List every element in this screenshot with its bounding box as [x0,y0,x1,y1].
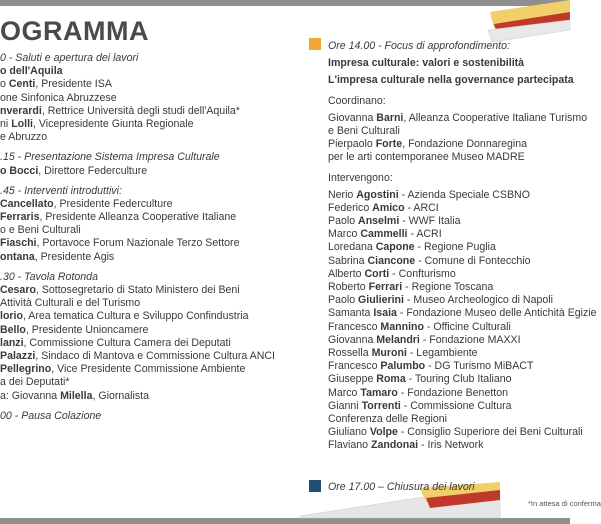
speaker-org: - Commissione Cultura [400,399,512,412]
speaker-role-cont: Attività Culturali e del Turismo [0,297,141,310]
speaker-role: , Commissione Cultura Camera dei Deputati [23,336,231,349]
speaker-role-cont: one Sinfonica Abruzzese [0,91,117,104]
speaker-org: - Regione Puglia [414,241,496,254]
speaker-role: , Sindaco di Mantova e Commissione Cultura ANCI [35,349,275,362]
speaker-line [0,251,275,264]
speaker-last: Forte [375,138,403,151]
speaker-last: Ciancone [367,254,416,267]
speaker-last: Milella [60,389,93,402]
speaker-last: Capone [375,241,415,254]
speaker-last: Centi [8,78,36,91]
confirmation-note: *In attesa di conferma [528,499,601,508]
speaker-role: , Giornalista [92,389,149,402]
speaker-org: - Fondazione Museo delle Antichità Egizie [396,307,597,320]
speaker-role: , Rettrice Università degli studi dell'Aquila* [41,104,240,117]
speaker-first: Paolo [328,294,359,307]
speaker-line [328,387,597,400]
speaker-line [328,255,597,268]
speaker-role: , Presidente Alleanza Cooperative Italiane [39,211,237,224]
speaker-last: Cammelli [360,228,408,241]
speaker-role-cont: e Abruzzo [0,131,48,144]
speaker-first: Francesco [328,320,381,333]
speaker-last: Palazzi [0,349,36,362]
speaker-last: Ferraris [0,211,40,224]
speaker-first: Flaviano [328,439,371,452]
morning-program [0,52,275,423]
speaker-first: Nerio [328,188,357,201]
speaker-org: - Azienda Speciale CSBNO [398,188,530,201]
speaker-line [0,310,275,323]
session-time: .30 - Tavola Rotonda [0,270,98,283]
session-time: 00 - Pausa Colazione [0,409,102,422]
speaker-last: lorio [0,310,23,323]
speaker-first: Giovanna [328,111,377,124]
speaker-role: , Fondazione Donnaregina [402,138,528,151]
speaker-last: o Bocci [0,164,39,177]
speaker-role: , Presidente ISA [35,78,112,91]
speaker-first: Federico [328,201,373,214]
speaker-line [0,211,275,224]
speaker-first: Rossella [328,346,372,359]
speaker-line [0,284,275,297]
speaker-line [328,294,597,307]
coordinator-line [328,138,597,151]
speaker-org: - Legambiente [406,346,478,359]
speaker-last: Mannino [380,320,424,333]
focus-topic: Impresa culturale: valori e sostenibilità [328,57,525,70]
speaker-line [328,321,597,334]
speaker-line [328,268,597,281]
speaker-last: Cesaro [0,284,36,296]
speaker-line [0,324,275,337]
speaker-last: Giulierini [358,294,404,307]
speaker-line [328,215,597,228]
speaker-line [328,426,597,439]
speaker-org: - Officine Culturali [423,320,511,333]
speaker-role: , Alleanza Cooperative Italiane Turismo [403,111,588,124]
speaker-last: Lolli [11,117,33,130]
speaker-first: Giuliano [328,426,370,439]
speaker-org: - Comune di Fontecchio [415,254,531,267]
speaker-org: - Iris Network [418,439,484,452]
speaker-org: - Confturismo [389,267,456,280]
speaker-last: Pellegrino [0,363,52,376]
speaker-role-cont: e Beni Culturali [328,124,400,137]
speaker-last: nverardi [0,104,42,117]
speaker-role: , Direttore Federculture [38,164,148,177]
orange-square-marker [309,38,321,50]
speaker-last: Volpe [369,426,398,439]
speaker-line [328,281,597,294]
speaker-line [328,241,597,254]
speaker-line [328,347,597,360]
speaker-role: , Sottosegretario di Stato Ministero dei Beni [35,284,240,296]
speaker-line [0,118,275,131]
speaker-first: Alberto [328,267,365,280]
speaker-list [328,189,597,413]
speaker-first: Roberto [328,281,369,293]
speaker-last: Corti [364,267,390,280]
session-time: .45 - Interventi introduttivi: [0,184,122,197]
speaker-last: Ferrari [368,281,403,293]
speaker-line [0,363,275,376]
speaker-org: - WWF Italia [399,215,461,228]
speaker-line [328,228,597,241]
speaker-last: Cancellato [0,197,54,210]
speaker-line [328,439,597,452]
speaker-last: Anselmi [358,215,400,228]
speaker-last: ontana [0,250,35,263]
speaker-last: Barni [376,111,404,124]
speaker-last: Amico [372,201,405,214]
speaker-first: Francesco [328,360,381,373]
speaker-org: - Fondazione Benetton [397,386,509,399]
speaker-last: Bello [0,323,26,336]
speaker-first: Samanta [328,307,374,320]
bottom-frame-bar [0,518,570,524]
speaker-line [328,373,597,386]
speaker-org: - DG Turismo MiBACT [425,360,534,373]
speaker-org: - Fondazione MAXXI [419,333,521,346]
speaker-role: , Vicepresidente Giunta Regionale [32,117,194,130]
speaker-first: o [0,78,9,91]
speaker-line [328,202,597,215]
speaker-role-cont: o e Beni Culturali [0,224,81,237]
coordinator-line [328,112,597,125]
navy-square-marker [309,480,321,492]
speaker-first: Marco [328,386,361,399]
speaker-line [0,198,275,211]
speaker-first: Paolo [328,215,359,228]
speaker-first: a: Giovanna [0,389,61,402]
speaker-line [0,78,275,91]
speaker-line [0,105,275,118]
coordinators-label: Coordinano: [328,94,386,107]
speaker-line [0,350,275,363]
speaker-role: , Vice Presidente Commissione Ambiente [51,363,246,376]
focus-topic: L'impresa culturale nella governance partecipata [328,74,574,87]
speaker-last: Zandonai [371,439,419,452]
session-time: .15 - Presentazione Sistema Impresa Culturale [0,151,220,164]
speaker-line [0,237,275,250]
speaker-line: o dell'Aquila [0,65,63,78]
speaker-last: Isaia [373,307,397,320]
speaker-first: Giovanna [328,333,377,346]
speaker-line [328,334,597,347]
speaker-first: Loredana [328,241,376,254]
speakers-label: Intervengono: [328,171,393,184]
speaker-org: - ACRI [407,228,442,241]
speaker-line [0,165,275,178]
speaker-last: Fiaschi [0,237,37,250]
speaker-line [0,337,275,350]
moderator-line [0,390,275,403]
speaker-org: - Museo Archeologico di Napoli [403,294,553,307]
speaker-line [328,189,597,202]
speaker-line [328,360,597,373]
speaker-role: , Presidente Federculture [53,197,173,210]
speaker-org: - Consiglio Superiore dei Beni Culturali [397,426,583,439]
speaker-role: , Area tematica Cultura e Sviluppo Confindustria [22,310,249,323]
speaker-org: - ARCI [404,201,439,214]
speaker-last: Muroni [371,346,407,359]
focus-time: Ore 14.00 - Focus di approfondimento: [328,40,510,52]
speaker-org: - Regione Toscana [402,281,494,293]
speaker-role: , Presidente Agis [34,250,115,263]
speaker-first: ni [0,117,12,130]
speaker-first: Pierpaolo [328,138,376,151]
speaker-last: lanzi [0,336,24,349]
speaker-last: Agostini [356,188,399,201]
speaker-last: Torrenti [361,399,401,412]
session-time: 0 - Saluti e apertura dei lavori [0,52,139,64]
speaker-org: - Touring Club Italiano [405,373,512,386]
speaker-last: Palumbo [380,360,426,373]
speaker-role-cont: a dei Deputati* [0,376,70,389]
speaker-first: Giuseppe [328,373,377,386]
speaker-first: Marco [328,228,361,241]
closing-time: Ore 17.00 – Chiusura dei lavori [328,481,475,493]
speaker-line [328,400,597,413]
speaker-last: Tamaro [360,386,398,399]
speaker-first: Gianni [328,399,362,412]
speaker-role-cont: per le arti contemporanee Museo MADRE [328,151,525,164]
speaker-role: , Portavoce Forum Nazionale Terzo Settore [36,237,240,250]
afternoon-program [328,40,597,452]
speaker-role: , Presidente Unioncamere [25,323,149,336]
speaker-role-cont: Conferenza delle Regioni [328,412,447,425]
page-title: OGRAMMA [0,16,149,46]
speaker-first: Sabrina [328,254,368,267]
speaker-last: Melandri [376,333,420,346]
speaker-last: Roma [376,373,406,386]
speaker-line [328,307,597,320]
